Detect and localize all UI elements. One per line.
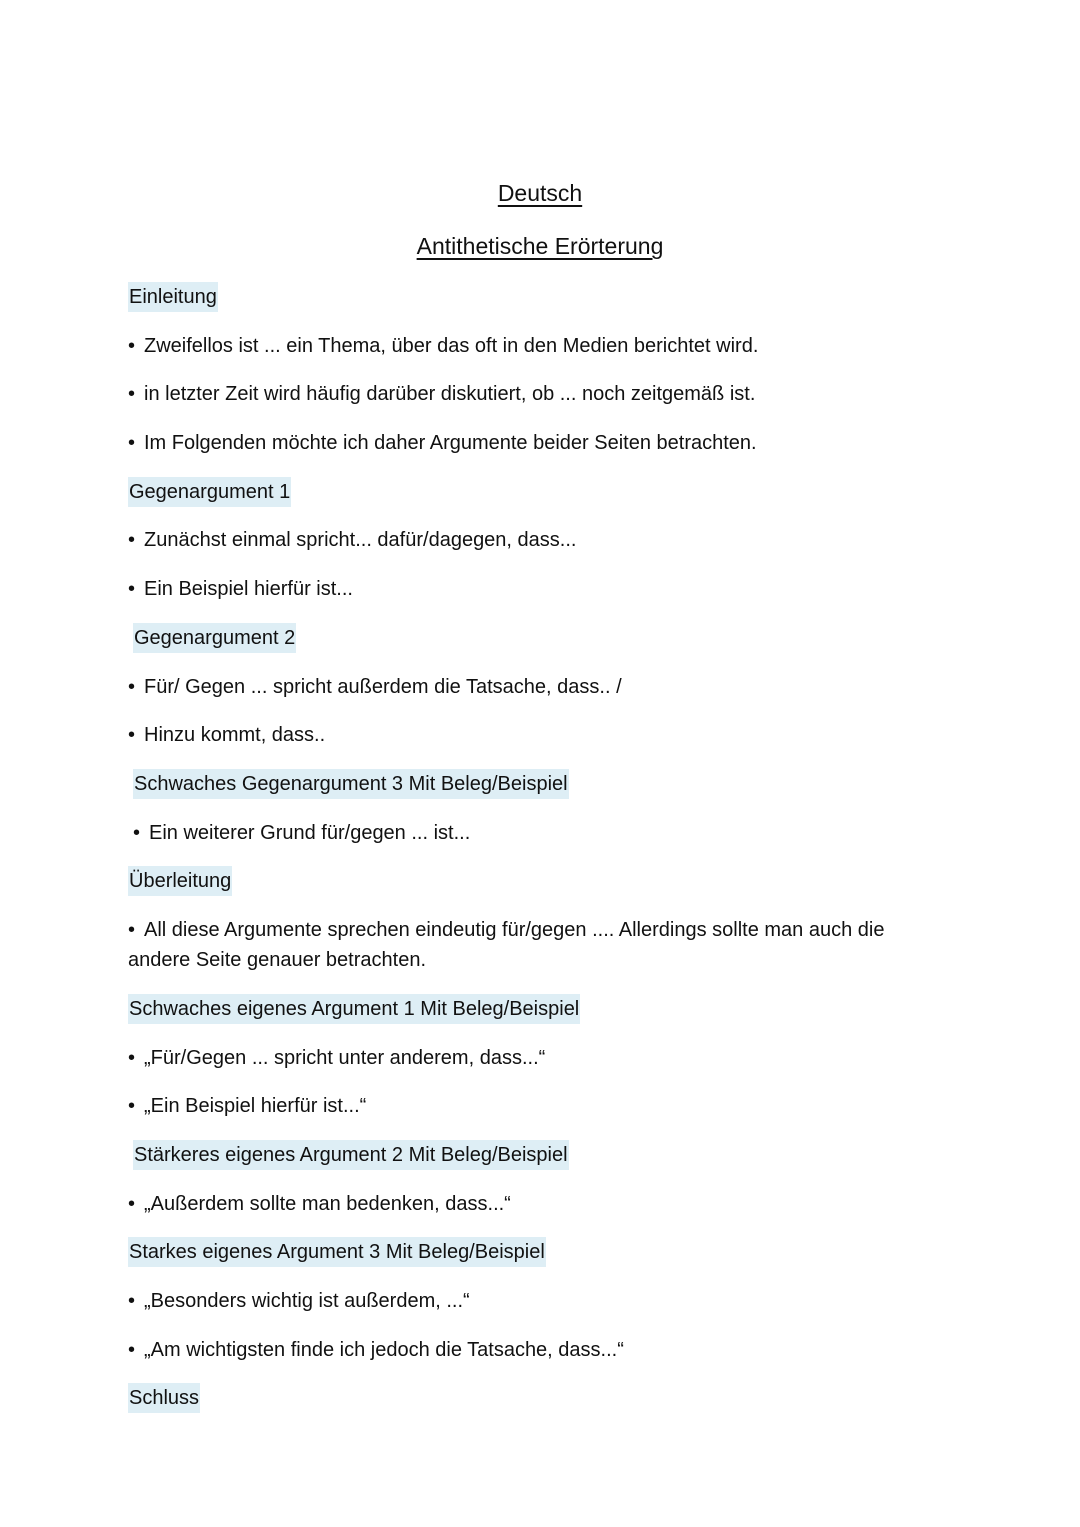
bullet-item xyxy=(128,915,928,994)
section-heading: Starkes eigenes Argument 3 Mit Beleg/Beispiel xyxy=(128,1237,546,1267)
section-heading: Schluss xyxy=(128,1383,200,1413)
bullet-item xyxy=(128,1286,928,1335)
bullet-item xyxy=(128,525,928,574)
bullet-item xyxy=(128,1335,928,1384)
bullet-dot-icon: • xyxy=(128,1290,136,1313)
bullet-dot-icon: • xyxy=(128,529,136,552)
bullet-text: Ein Beispiel hierfür ist... xyxy=(144,578,353,601)
document-content xyxy=(128,282,928,1432)
section-heading-row xyxy=(128,1140,928,1189)
bullet-item xyxy=(128,574,928,623)
bullet-dot-icon: • xyxy=(128,383,136,406)
section-heading-row xyxy=(128,1237,928,1286)
bullet-dot-icon: • xyxy=(128,1192,136,1215)
bullet-item xyxy=(128,720,928,769)
bullet-item xyxy=(128,818,928,867)
bullet-item xyxy=(128,1043,928,1092)
section-heading-row xyxy=(128,866,928,915)
bullet-dot-icon: • xyxy=(128,724,136,747)
bullet-text: „Ein Beispiel hierfür ist...“ xyxy=(144,1095,367,1118)
bullet-dot-icon: • xyxy=(128,675,136,698)
bullet-text: in letzter Zeit wird häufig darüber diskutiert, ob ... noch zeitgemäß ist. xyxy=(144,383,756,406)
section-heading-row xyxy=(128,1383,928,1432)
section-heading: Schwaches eigenes Argument 1 Mit Beleg/Beispiel xyxy=(128,994,580,1024)
section-heading: Überleitung xyxy=(128,866,232,896)
bullet-text: Hinzu kommt, dass.. xyxy=(144,724,326,747)
bullet-item xyxy=(128,379,928,428)
bullet-text: Ein weiterer Grund für/gegen ... ist... xyxy=(149,821,471,844)
document-subtitle: Antithetische Erörterung xyxy=(416,233,664,259)
bullet-dot-icon: • xyxy=(128,432,136,455)
bullet-text: Zweifellos ist ... ein Thema, über das oft in den Medien berichtet wird. xyxy=(144,334,759,357)
bullet-item xyxy=(128,1189,928,1238)
bullet-dot-icon: • xyxy=(133,821,141,844)
bullet-text: „Am wichtigsten finde ich jedoch die Tatsache, dass...“ xyxy=(144,1338,624,1361)
section-heading: Gegenargument 1 xyxy=(128,477,291,507)
section-heading: Einleitung xyxy=(128,282,218,312)
section-heading-row xyxy=(128,623,928,672)
section-heading: Schwaches Gegenargument 3 Mit Beleg/Beispiel xyxy=(133,769,569,799)
bullet-text: „Außerdem sollte man bedenken, dass...“ xyxy=(144,1192,511,1215)
document-title: Deutsch xyxy=(497,180,583,206)
bullet-dot-icon: • xyxy=(128,578,136,601)
section-heading-row xyxy=(128,769,928,818)
bullet-text: „Besonders wichtig ist außerdem, ...“ xyxy=(144,1290,470,1313)
bullet-dot-icon: • xyxy=(128,1338,136,1361)
bullet-dot-icon: • xyxy=(128,1046,136,1069)
bullet-text: All diese Argumente sprechen eindeutig für/gegen .... Allerdings sollte man auch die andere Seite genauer betrachten. xyxy=(128,918,885,971)
bullet-item xyxy=(128,428,928,477)
section-heading-row xyxy=(128,477,928,526)
bullet-item xyxy=(128,672,928,721)
bullet-text: Für/ Gegen ... spricht außerdem die Tatsache, dass.. / xyxy=(144,675,622,698)
section-heading: Stärkeres eigenes Argument 2 Mit Beleg/Beispiel xyxy=(133,1140,569,1170)
bullet-text: Zunächst einmal spricht... dafür/dagegen, dass... xyxy=(144,529,577,552)
bullet-text: Im Folgenden möchte ich daher Argumente beider Seiten betrachten. xyxy=(144,432,757,455)
bullet-dot-icon: • xyxy=(128,918,136,941)
bullet-item xyxy=(128,331,928,380)
bullet-dot-icon: • xyxy=(128,1095,136,1118)
bullet-dot-icon: • xyxy=(128,334,136,357)
section-heading: Gegenargument 2 xyxy=(133,623,296,653)
bullet-item xyxy=(128,1091,928,1140)
bullet-text: „Für/Gegen ... spricht unter anderem, dass...“ xyxy=(144,1046,546,1069)
section-heading-row xyxy=(128,994,928,1043)
section-heading-row xyxy=(128,282,928,331)
